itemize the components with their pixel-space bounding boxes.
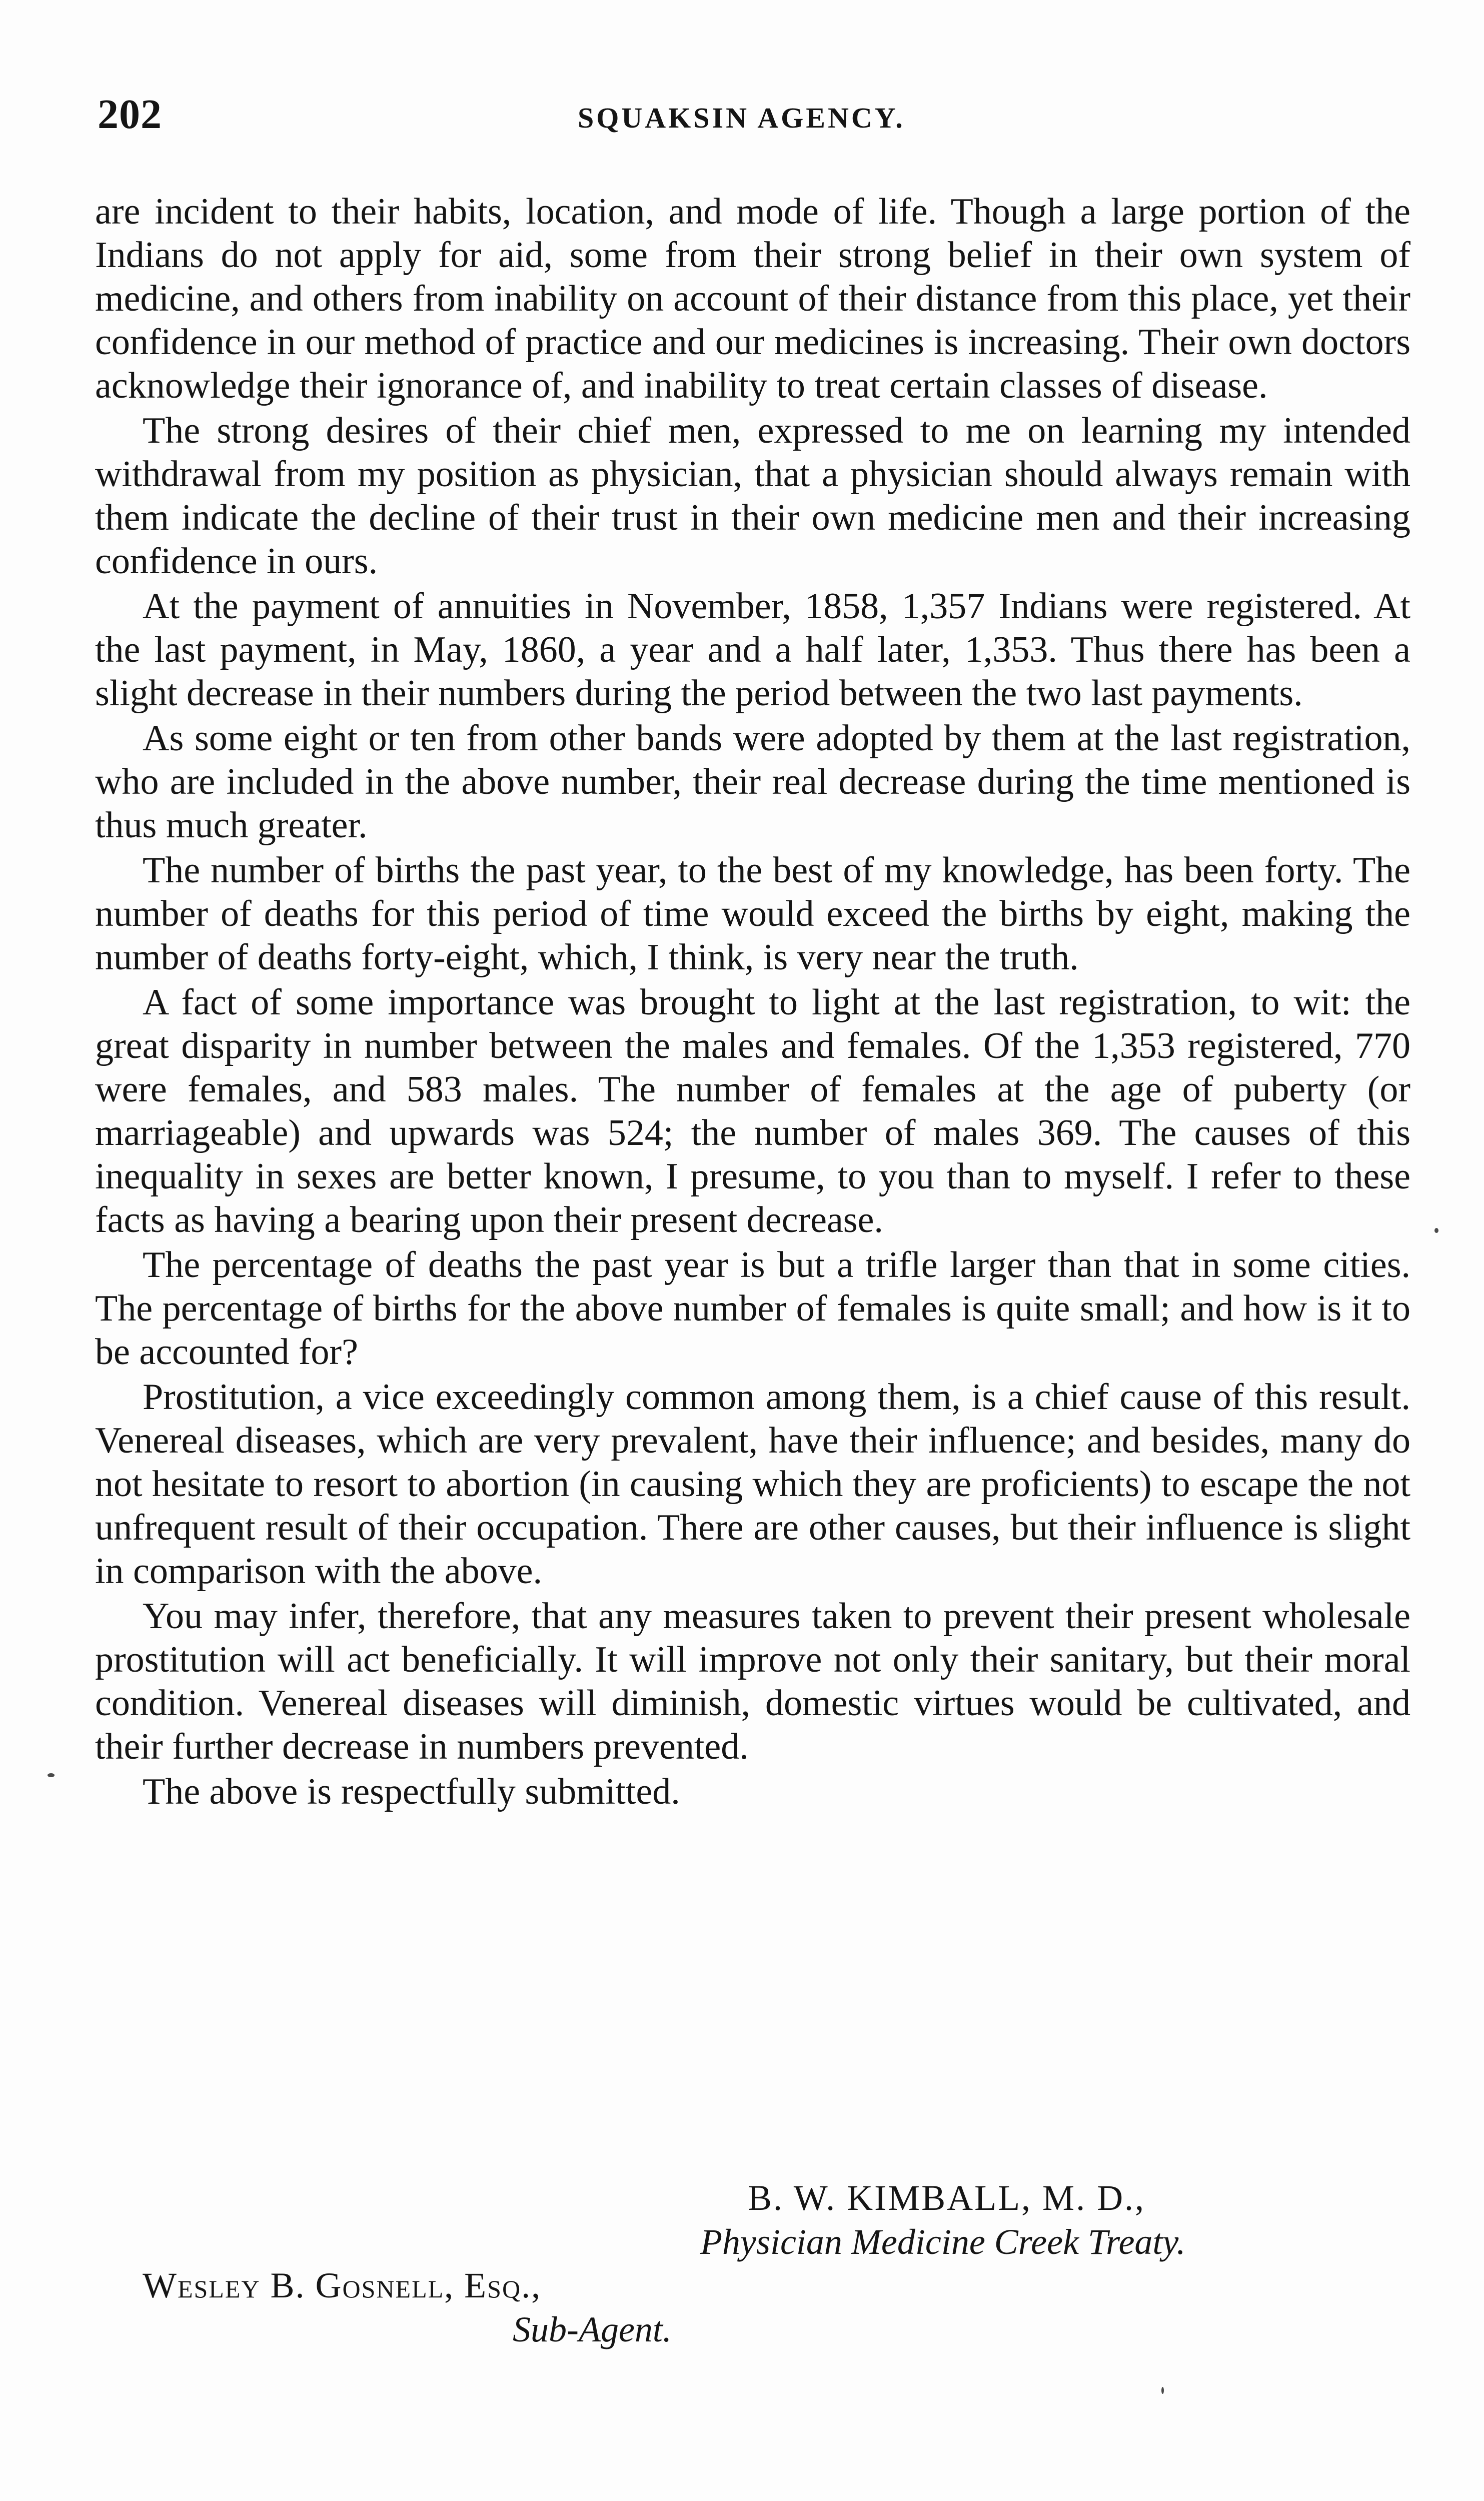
signatory-title: Physician Medicine Creek Treaty. xyxy=(700,2222,1186,2262)
running-head: SQUAKSIN AGENCY. xyxy=(578,102,905,134)
paragraph-2: The strong desires of their chief men, expressed to me on learning my intended withdrawal from my position as physician, that a physician should always remain with them indicate the decline of their trust in their own medicine men and their increasing confidence in ours. xyxy=(95,410,1410,582)
addressee-name: Wesley B. Gosnell, Esq., xyxy=(143,2265,542,2305)
paragraph-9: You may infer, therefore, that any measures taken to prevent their present wholesale prostitution will act beneficially. It will improve not only their sanitary, but their moral condition. Venereal diseases will diminish, domestic virtues would be cultivated, and their further decrease in numbers prevented. xyxy=(95,1596,1410,1767)
addressee-block xyxy=(143,2263,893,2351)
paragraph-4: As some eight or ten from other bands were adopted by them at the last registration, who are included in the above number, their real decrease during the time mentioned is thus much greater. xyxy=(95,718,1410,846)
signatory-name: B. W. KIMBALL, M. D., xyxy=(748,2178,1146,2218)
page-header xyxy=(98,90,1408,150)
paragraph-7: The percentage of deaths the past year is but a trifle larger than that in some cities. The percentage of births for the above number of females is quite small; and how is it to be accounted for? xyxy=(95,1244,1410,1373)
paragraph-5: The number of births the past year, to the best of my knowledge, has been forty. The number of deaths for this period of time would exceed the births by eight, making the number of deaths forty-eight, which, I think, is very near the truth. xyxy=(95,850,1410,978)
addressee-title: Sub-Agent. xyxy=(513,2309,672,2349)
closing-line: The above is respectfully submitted. xyxy=(143,1771,680,1812)
paragraph-3: At the payment of annuities in November, 1858, 1,357 Indians were registered. At the last payment, in May, 1860, a year and a half later, 1,353. Thus there has been a slight decrease in their numbers during the period between the two last payments. xyxy=(95,586,1410,714)
ink-speck xyxy=(1161,2387,1164,2394)
letter-body xyxy=(95,190,1410,1814)
paragraph-8: Prostitution, a vice exceedingly common among them, is a chief cause of this result. Venereal diseases, which are very prevalent, have their influence; and besides, many do not hesitate to resort to abortion (in causing which they are proficients) to escape the not unfrequent result of their occupation. There are other causes, but their influence is slight in comparison with the above. xyxy=(95,1377,1410,1592)
paragraph-6: A fact of some importance was brought to light at the last registration, to wit: the great disparity in number between the males and females. Of the 1,353 registered, 770 were females, and 583 males. The number of females at the age of puberty (or marriageable) and upwards was 524; the number of males 369. The causes of this inequality in sexes are better known, I presume, to you than to myself. I refer to these facts as having a bearing upon their present decrease. xyxy=(95,982,1410,1240)
ink-speck xyxy=(48,1773,55,1777)
ink-speck xyxy=(1434,1228,1438,1233)
paragraph-1: are incident to their habits, location, and mode of life. Though a large portion of the Indians do not apply for aid, some from their strong belief in their own system of medicine, and others from inability on account of their distance from this place, yet their confidence in our method of practice and our medicines is increasing. Their own doctors acknowledge their ignorance of, and inability to treat certain classes of disease. xyxy=(95,191,1410,406)
signature-block xyxy=(700,2176,1410,2264)
page-number: 202 xyxy=(98,91,162,138)
